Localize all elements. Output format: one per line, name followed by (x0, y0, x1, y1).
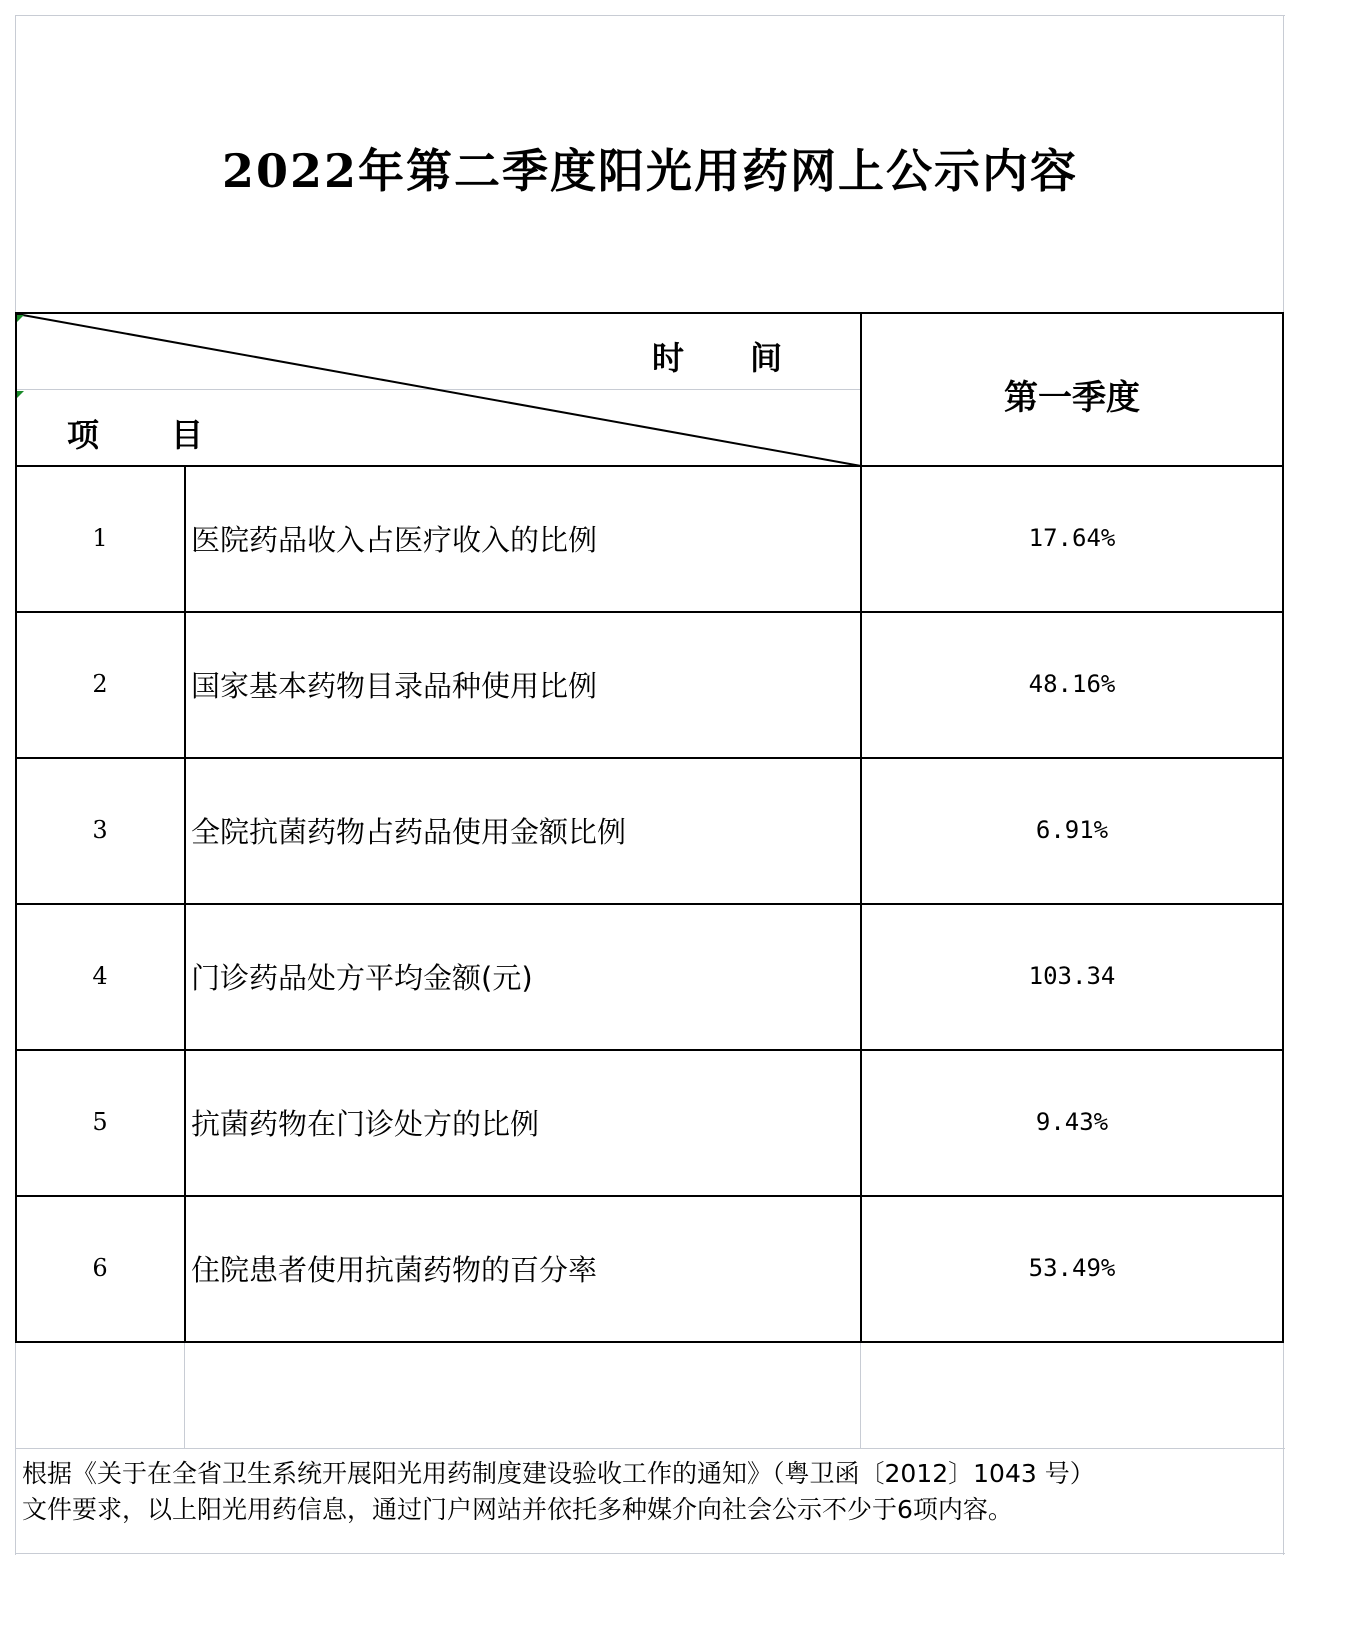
header-item-char-1: 项 (67, 416, 100, 454)
table-border (15, 1195, 1284, 1197)
grid-line (15, 1448, 1285, 1449)
row-number: 3 (92, 816, 108, 844)
header-diagonal-line (15, 15, 875, 475)
footnote-line-1: 根据《关于在全省卫生系统开展阳光用药制度建设验收工作的通知》（粤卫函〔2012〕1043 号） (22, 1459, 1095, 1488)
row-number: 2 (92, 670, 108, 698)
grid-line (15, 1553, 1285, 1554)
row-value: 103.34 (1028, 962, 1116, 990)
header-item-label (67, 410, 203, 456)
row-item-name: 抗菌药物在门诊处方的比例 (191, 1107, 540, 1141)
header-item-char-2: 目 (171, 416, 204, 454)
row-number: 4 (92, 962, 108, 990)
spreadsheet-sheet (15, 15, 1337, 1617)
row-value: 17.64% (1028, 524, 1116, 552)
header-quarter-label: 第一季度 (1004, 378, 1140, 418)
row-item-name: 医院药品收入占医疗收入的比例 (191, 523, 598, 557)
row-value: 48.16% (1028, 670, 1116, 698)
table-border (15, 1341, 1284, 1343)
page-title: 2022年第二季度阳光用药网上公示内容 (221, 144, 1079, 198)
row-number: 1 (92, 524, 108, 552)
row-item-name: 门诊药品处方平均金额(元) (191, 961, 533, 995)
cell-marker-icon (17, 315, 24, 322)
footnote-line-2: 文件要求，以上阳光用药信息，通过门户网站并依托多种媒介向社会公示不少于6项内容。 (22, 1495, 1013, 1524)
table-border (1282, 312, 1284, 1343)
row-number: 6 (92, 1254, 108, 1282)
footnote (22, 1456, 1282, 1528)
row-value: 6.91% (1035, 816, 1109, 844)
table-border (15, 757, 1284, 759)
row-value: 9.43% (1035, 1108, 1109, 1136)
row-item-name: 住院患者使用抗菌药物的百分率 (191, 1253, 598, 1287)
table-border (15, 611, 1284, 613)
table-border (15, 1049, 1284, 1051)
table-border (184, 465, 186, 1343)
row-item-name: 国家基本药物目录品种使用比例 (191, 669, 598, 703)
table-border (15, 903, 1284, 905)
row-value: 53.49% (1028, 1254, 1116, 1282)
grid-line (860, 1343, 861, 1449)
header-time-label (652, 333, 782, 379)
grid-line (184, 1343, 185, 1449)
cell-marker-icon (17, 391, 24, 398)
header-time-char-2: 间 (750, 339, 783, 377)
row-item-name: 全院抗菌药物占药品使用金额比例 (191, 815, 627, 849)
header-time-char-1: 时 (652, 339, 685, 377)
row-number: 5 (92, 1108, 108, 1136)
